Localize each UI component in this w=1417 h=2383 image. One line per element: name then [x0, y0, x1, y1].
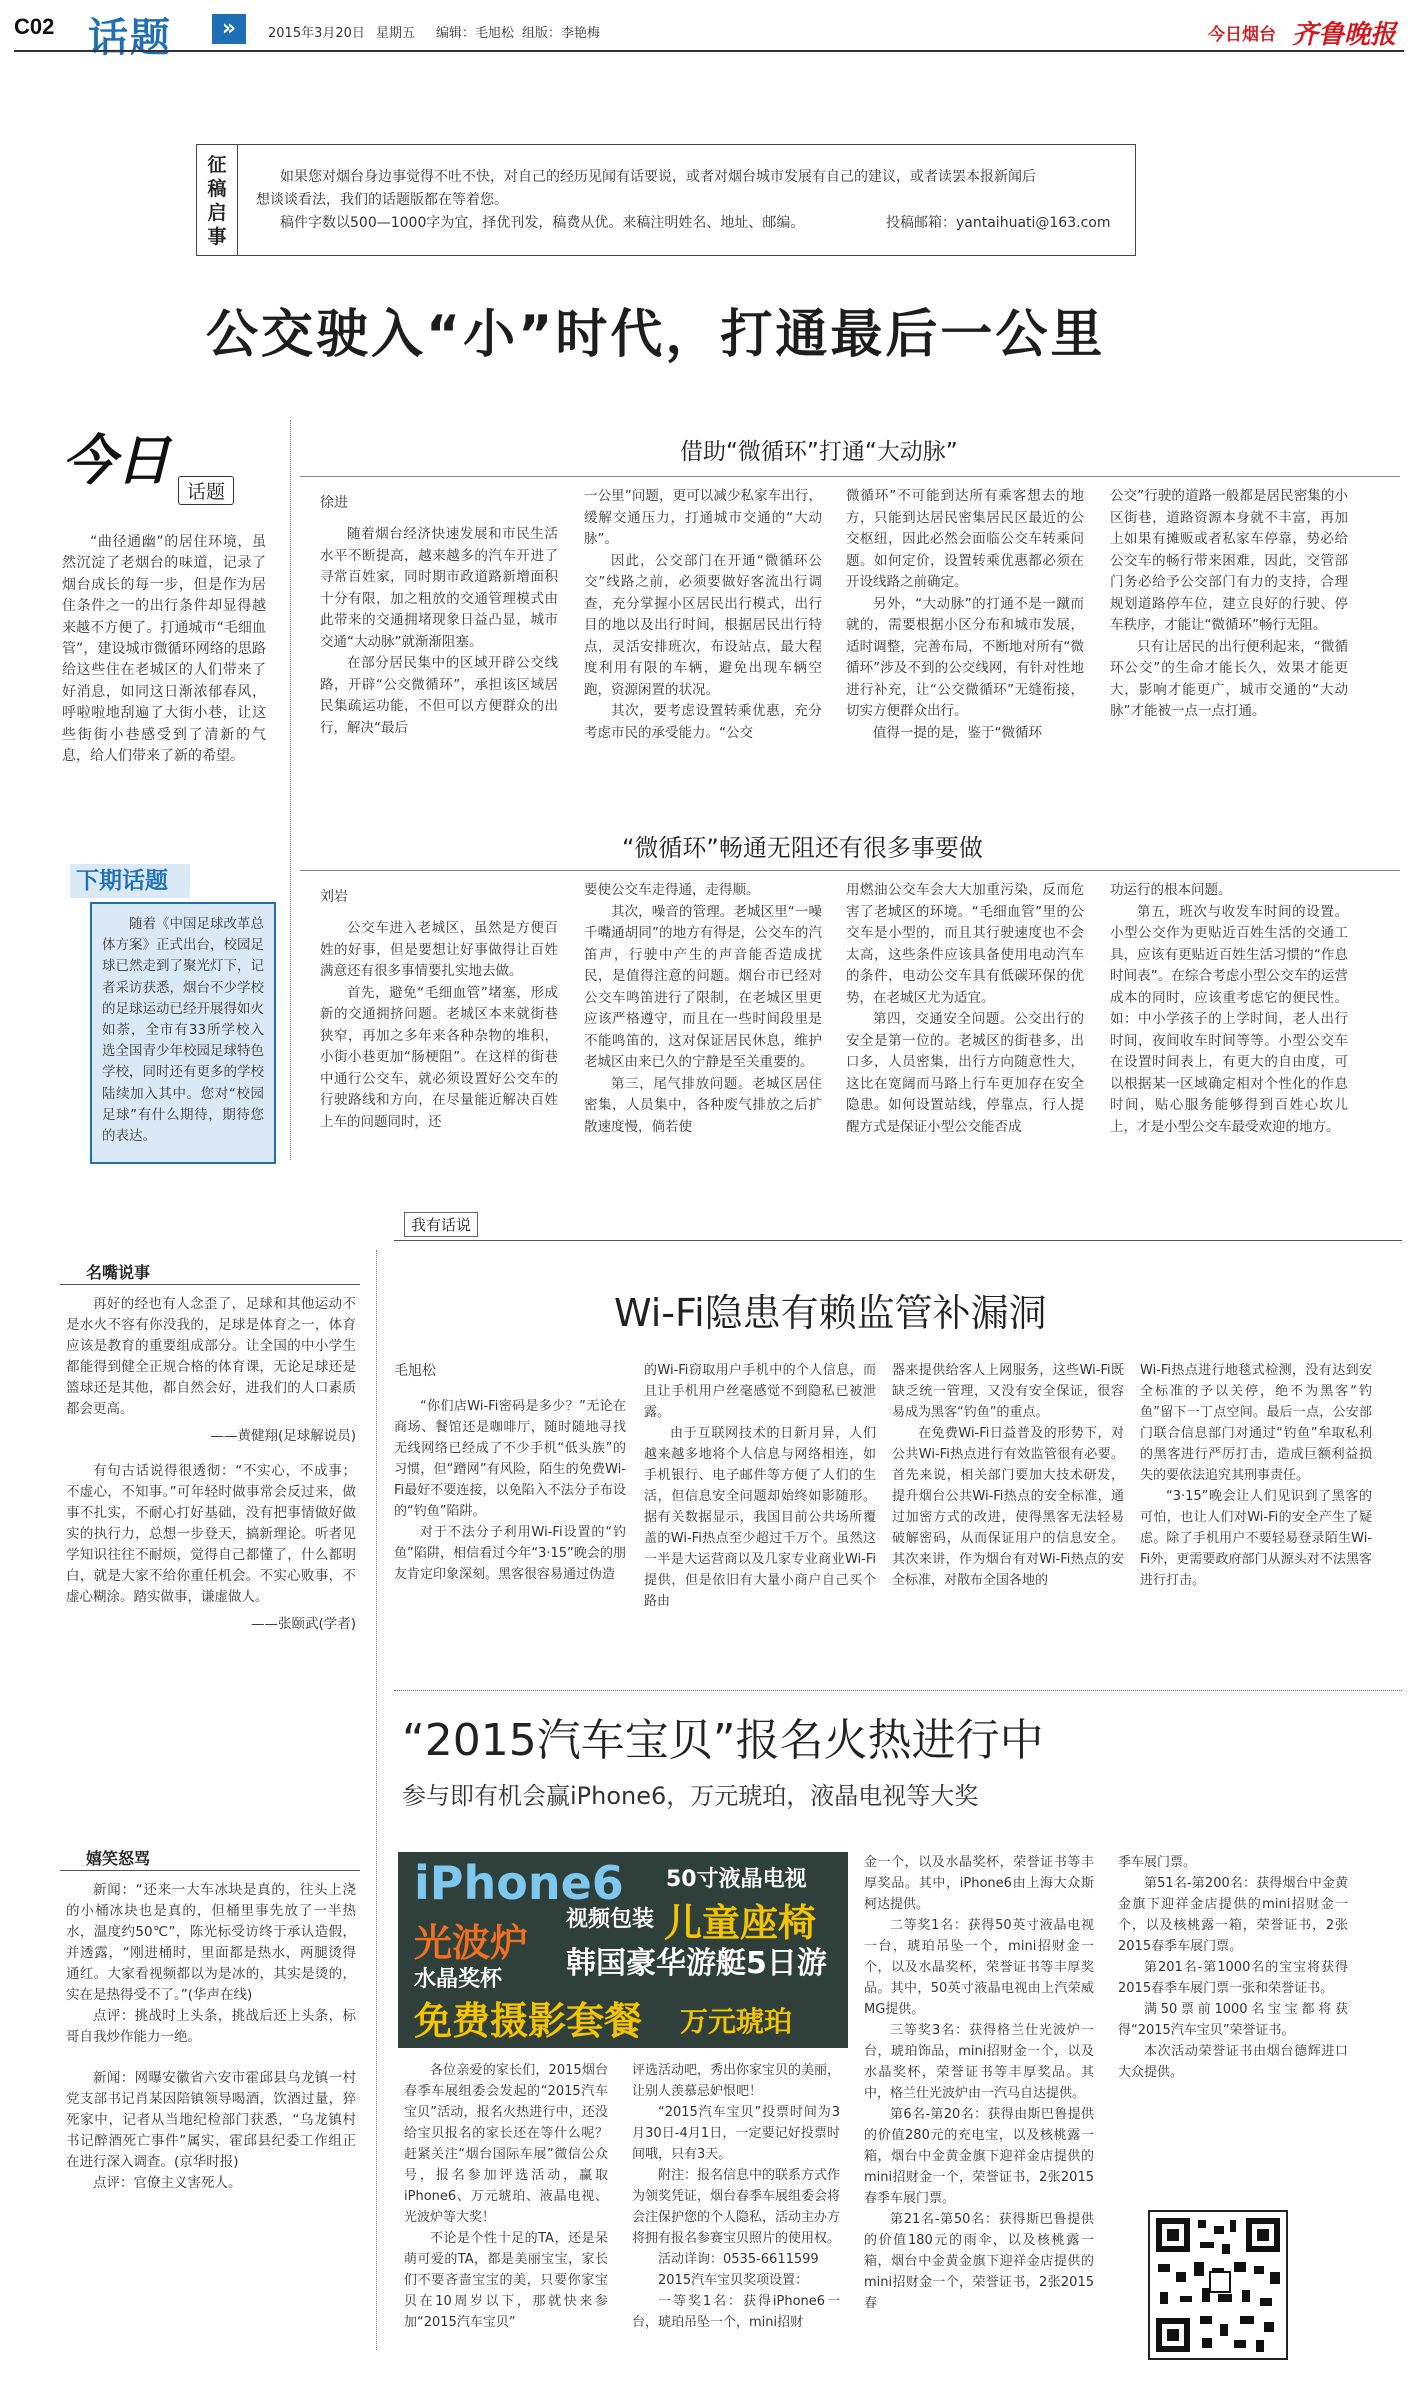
main-title: 公交驶入“小”时代，打通最后一公里	[206, 305, 1106, 365]
article2-col2: 要使公交车走得通，走得顺。 其次，噪音的管理。老城区里“一噪千嘴通胡同”的地方有得是，公交车的汽笛声，行驶中产生的声音能否造成扰民，是值得注意的问题。烟台市已经对公交车鸣笛进行了限制，在老城区里更应该严格遵守，而且在一些时间段里是不能鸣笛的，这对保证居民休息，维护老城区由来已久的宁静是至关重要的。 第三，尾气排放问题。老城区居住密集，人员集中，各种废气排放之后扩散速度慢，倘若使	[584, 882, 822, 1135]
article1-col3: 微循环”不可能到达所有乘客想去的地方，只能到达居民密集居民区最近的公交枢纽，因此必然会面临公交车转乘问题。如何定价，设置转乘优惠都必须在开设线路之前确定。 另外，“大动脉”的打通不是一蹴而就的，需要根据小区分布和城市发展，适时调整，完善布局，不断地对所有“微循环”涉及不到的公交线网，有针对性地进行补充，让“公交微循环”无缝衔接，切实方便群众出行。 值得一提的是，鉴于“微循环	[846, 488, 1084, 741]
notice-label-char: 启	[207, 202, 227, 224]
article1-col4: 公交”行驶的道路一般都是居民密集的小区街巷，道路资源本身就不丰富，再加上如果有摊贩或者私家车停靠，势必给公交车的畅行带来困难，因此，交管部门务必给予公交部门有力的支持，合理规划道路停车位，建立良好的行驶、停车秩序，才能让“微循环”畅行无阻。 只有让居民的出行便利起来，“微循环公交”的生命才能长久，效果才能更大，影响才能更广，城市交通的“大动脉”才能被一点一点打通。	[1110, 488, 1348, 719]
promo-col2: 评选活动吧，秀出你家宝贝的美丽，让别人羡慕忌妒恨吧！ “2015汽车宝贝”投票时间为3月30日-4月1日，一定要记好投票时间哦，只有3天。 附注：报名信息中的联系方式作为领奖凭证，烟台春季车展组委会将会注保护您的个人隐私，活动主办方将拥有报名参赛宝贝照片的使用权。 活动详询：0535-6611599 2015汽车宝贝奖项设置： 一等奖1名：获得iPhone6一台，琥珀吊坠一个，mini招财	[632, 2063, 840, 2330]
famous-title: 名嘴说事	[86, 1263, 151, 1282]
today-topic-text: “曲径通幽”的居住环境，虽然沉淀了老烟台的味道，记录了烟台成长的每一步，但是作为居住条件之一的出行条件却显得越来越不方便了。打通城市“毛细血管”，建设城市微循环网络的思路给这些住在老城区的人们带来了好消息，如同这日渐浓郁春风，呼啦啦地刮遍了大街小巷，让这些街街小巷感受到了清新的气息，给人们带来了新的希望。	[62, 534, 266, 765]
promo-col4: 季车展门票。 第51名-第200名：获得烟台中金黄金旗下迎祥金店提供的mini招财金一个，以及核桃露一箱，荣誉证书，2张2015春季车展门票。 第201名-第1000名的宝宝将获得2015春季车展门票一张和荣誉证书。 满50票前1000名宝宝都将获得“2015汽车宝贝”荣誉证书。 本次活动荣誉证书由烟台德辉进口大众提供。	[1118, 1855, 1348, 2080]
banner-yacht: 韩国豪华游艇5日游	[566, 1946, 827, 1981]
qr-code-pattern	[1150, 2212, 1286, 2358]
notice-line-3: 稿件字数以500—1000字为宜，择优刊发，稿费从优。来稿注明姓名、地址、邮编。	[280, 215, 805, 231]
today-topic-logo	[62, 424, 262, 504]
chevron-icon: »	[212, 14, 246, 44]
promo-col3: 金一个，以及水晶奖杯，荣誉证书等丰厚奖品。其中，iPhone6由上海大众斯柯达提供。 二等奖1名：获得50英寸液晶电视一台，琥珀吊坠一个，mini招财金一个，以及水晶奖杯，荣誉证书等丰厚奖品。其中，50英寸液晶电视由上汽荣威MG提供。 三等奖3名：获得格兰仕光波炉一台，琥珀饰品，mini招财金一个，以及水晶奖杯，荣誉证书等丰厚奖品。其中，格兰仕光波炉由一汽马自达提供。 第6名-第20名：获得由斯巴鲁提供的价值280元的充电宝，以及核桃露一箱，烟台中金黄金旗下迎祥金店提供的mini招财金一个，荣誉证书，2张2015春季车展门票。 第21名-第50名：获得斯巴鲁提供的价值180元的雨伞，以及核桃露一箱，烟台中金黄金旗下迎祥金店提供的mini招财金一个，荣誉证书，2张2015春	[864, 1855, 1094, 2311]
article2-title: “微循环”畅通无阻还有很多事要做	[622, 834, 983, 862]
article2-col4: 功运行的根本问题。 第五，班次与收发车时间的设置。小型公交作为更贴近百姓生活的交通工具，应该有更贴近百姓生活习惯的“作息时间表”。在综合考虑小型公交车的运营成本的同时，应该重考虑它的便民性。如：中小学孩子的上学时间，老人出行时间，夜间收车时间等等。小型公交车在设置时间表上，有更大的自由度，可以根据某一区域确定相对个性化的作息时间，贴心服务能够得到百姓心坎儿上，才是小型公交车最受欢迎的地方。	[1110, 882, 1348, 1135]
banner-photo: 免费摄影套餐	[414, 1999, 643, 2043]
notice-label	[196, 144, 238, 256]
editor: 编辑：毛旭松	[436, 26, 515, 41]
banner-iphone: iPhone6	[414, 1856, 624, 1910]
article2-author: 刘岩	[320, 889, 348, 905]
column-divider	[376, 1250, 377, 2350]
header-rule	[14, 50, 1404, 52]
banner-amber: 万元琥珀	[680, 2005, 793, 2038]
banner-video: 视频包装	[566, 1907, 655, 1932]
article2-rule	[300, 870, 1400, 871]
article1-col1: 随着烟台经济快速发展和市民生活水平不断提高，越来越多的汽车开进了寻常百姓家，同时期市政道路新增面积十分有限，加之粗放的交通管理模式由此带来的交通拥堵现象日益凸显，城市交通“大动脉”就渐渐阻塞。 在部分居民集中的区域开辟公交线路，开辟“公交微循环”，承担该区域居民集疏运功能，不但可以方便群众的出行，解决“最后	[320, 526, 558, 736]
famous-rule	[60, 1284, 360, 1285]
notice-label-char: 稿	[207, 178, 227, 200]
qr-code[interactable]	[1148, 2210, 1288, 2360]
speak-label: 我有话说	[404, 1212, 478, 1237]
article3-col1: “你们店Wi-Fi密码是多少？”无论在商场、餐馆还是咖啡厅，随时随地寻找无线网络已经成了不少手机“低头族”的习惯，但“蹭网”有风险，陌生的免费Wi-Fi最好不要连接，以免陷入不法分子布设的“钓鱼”陷阱。 对于不法分子利用Wi-Fi设置的“钓鱼”陷阱，相信看过今年“3·15”晚会的朋友肯定印象深刻。黑客很容易通过伪造	[394, 1399, 626, 1582]
promo-subtitle: 参与即有机会赢iPhone6，万元琥珀，液晶电视等大奖	[402, 1782, 979, 1810]
notice-line-1: 如果您对烟台身边事觉得不吐不快，对自己的经历见闻有话要说，或者对烟台城市发展有自己的建议，或者读罢本报新闻后	[280, 169, 1036, 185]
laugh-body: 新闻：“还来一大车冰块是真的，往头上浇的小桶冰块也是真的，但桶里事先放了一半热水，温度约50℃”，陈光标受访终于承认造假，并透露，“刚进桶时，里面都是热水，两腿烫得通红。大家看视频都以为是冰的，其实是烫的，实在是热得受不了。”(华声在线) 点评：挑战时上头条，挑战后还上头条，标哥自我炒作能力一绝。 新闻：网曝安徽省六安市霍邱县乌龙镇一村党支部书记肖某因陪镇领导喝酒，饮酒过量，猝死家中，记者从当地纪检部门获悉，“乌龙镇村书记醉酒死亡事件”属实，霍邱县纪委工作组正在进行深入调查。(京华时报) 点评：官僚主义害死人。	[66, 1882, 356, 2191]
issue-weekday: 星期五	[376, 26, 416, 41]
notice-email: 投稿邮箱：yantaihuati@163.com	[886, 215, 1111, 231]
next-topic-text: 随着《中国足球改革总体方案》正式出台，校园足球已然走到了聚光灯下，记者采访获悉，烟台不少学校的足球运动已经开展得如火如荼，全市有33所学校入选全国青少年校园足球特色学校，同时还有更多的学校陆续加入其中。您对“校园足球”有什么期待，期待您的表达。	[102, 916, 264, 1145]
article2-col1: 公交车进入老城区，虽然是方便百姓的好事，但是要想让好事做得让百姓满意还有很多事情要扎实地去做。 首先，避免“毛细血管”堵塞，形成新的交通拥挤问题。老城区本来就街巷狭窄，再加之多年来各种杂物的堆积，小街小巷更加“肠梗阻”。在这样的街巷中通行公交车，就必须设置好公交车的行驶路线和方向，在尽量能近解决百姓上车的问题同时，还	[320, 920, 558, 1130]
promo-col1: 各位亲爱的家长们，2015烟台春季车展组委会发起的“2015汽车宝贝”活动，报名火热进行中，还没给宝贝报名的家长还在等什么呢？赶紧关注“烟台国际车展”微信公众号，报名参加评选活动，赢取iPhone6、万元琥珀、液晶电视、光波炉等大奖！ 不论是个性十足的TA，还是呆萌可爱的TA，都是美丽宝宝，家长们不要吝啬宝宝的美，只要你家宝贝在10周岁以下，那就快来参加“2015汽车宝贝”	[404, 2063, 608, 2330]
article3-col3: 器来提供给客人上网服务，这些Wi-Fi既缺乏统一管理，又没有安全保证，很容易成为黑客“钓鱼”的重点。 在免费Wi-Fi日益普及的形势下，对公共Wi-Fi热点进行有效监管很有必要。首先来说，相关部门要加大技术研发，提升烟台公共Wi-Fi热点的安全标准，通过加密方式的改进，使得黑客无法轻易破解密码，从而保证用户的信息安全。其次来讲，作为烟台有对Wi-Fi热点的安全标准，对散布全国各地的	[892, 1363, 1124, 1588]
article3-col4: Wi-Fi热点进行地毯式检测，没有达到安全标准的予以关停，绝不为黑客“钓鱼”留下一丁点空间。最后一点，公安部门联合信息部门对通过“钓鱼”牟取私利的黑客进行严厉打击，造成巨额利益损失的要依法追究其刑事责任。 “3·15”晚会让人们见识到了黑客的可怕，也让人们对Wi-Fi的安全产生了疑虑。除了手机用户不要轻易登录陌生Wi-Fi外，更需要政府部门从源头对不法黑客进行打击。	[1140, 1363, 1372, 1588]
promo-top-rule	[394, 1690, 1402, 1691]
promo-title: “2015汽车宝贝”报名火热进行中	[402, 1715, 1044, 1766]
banner-oven: 光波炉	[414, 1921, 529, 1965]
article3-author: 毛旭松	[394, 1363, 436, 1379]
article1-col2: 一公里”问题，更可以减少私家车出行，缓解交通压力，打通城市交通的“大动脉”。 因此，公交部门在开通“微循环公交”线路之前，必须要做好客流出行调查，充分掌握小区居民出行模式，出行目的地以及出行时间，根据居民出行特点，灵活安排班次，布设站点，最大程度利用有限的车辆，避免出现车辆空跑，资源闲置的状况。 其次，要考虑设置转乘优惠，充分考虑市民的承受能力。“公交	[584, 488, 822, 741]
notice-label-char: 征	[207, 154, 227, 176]
speak-rule	[394, 1240, 1402, 1241]
next-topic-box	[90, 902, 276, 1164]
promo-banner	[398, 1852, 848, 2048]
edition-name: 今日烟台	[1208, 25, 1276, 45]
famous-body: 再好的经也有人念歪了，足球和其他运动不是水火不容有你没我的，足球是体育之一，体育应该是教育的重要组成部分。让全国的中小学生都能得到健全正规合格的体育课，无论足球还是篮球还是其他，都自然会好，进我们的人口素质都会更高。 ——黄健翔(足球解说员) 有句古话说得很透彻：“不实心，不成事；不虚心，不知事。”可年轻时做事常会反过来，做事不扎实，不耐心打好基础，没有把事情做好做实的执行力，总想一步登天，搞新理论。听者见学知识往往不耐烦，觉得自己都懂了，什么都明白，就是大家不给你重任机会。不实心败事，不虚心糊涂。踏实做事，谦虚做人。 ——张颐武(学者)	[66, 1296, 356, 1632]
banner-tv: 50寸液晶电视	[666, 1867, 807, 1892]
paper-logo: 齐鲁晚报	[1292, 20, 1397, 50]
laugh-title: 嬉笑怒骂	[86, 1849, 151, 1868]
article1-author: 徐进	[320, 495, 348, 511]
article3-col2: 的Wi-Fi窃取用户手机中的个人信息，而且让手机用户丝毫感觉不到隐私已被泄露。 由于互联网技术的日新月异，人们越来越多地将个人信息与网络相连，如手机银行、电子邮件等方便了人们的生活，但信息安全问题却始终如影随形。据有关数据显示，我国目前公共场所覆盖的Wi-Fi热点至少超过千万个。虽然这一半是大运营商以及几家专业商业Wi-Fi提供，但是依旧有大量小商户自己买个路由	[644, 1363, 876, 1609]
issue-date: 2015年3月20日	[268, 26, 365, 41]
layout-editor: 组版：李艳梅	[522, 26, 601, 41]
article1-rule	[300, 476, 1400, 477]
article3-title: Wi-Fi隐患有赖监管补漏洞	[614, 1291, 1047, 1335]
notice-line-2: 想谈谈看法，我们的话题版都在等着您。	[256, 192, 508, 208]
section-title: 话题	[88, 15, 172, 61]
today-topic-logo-big: 今日	[62, 428, 170, 492]
article1-title: 借助“微循环”打通“大动脉”	[680, 439, 958, 465]
laugh-rule	[60, 1870, 360, 1871]
page-number: C02	[14, 14, 55, 39]
next-topic-title: 下期话题	[70, 864, 190, 898]
today-topic-logo-small: 话题	[178, 476, 234, 505]
column-divider	[290, 420, 291, 1160]
banner-trophy: 水晶奖杯	[414, 1967, 503, 1992]
article2-col3: 用燃油公交车会大大加重污染，反而危害了老城区的环境。“毛细血管”里的公交车是小型的，而且其行驶速度也不会太高，这些条件应该具备使用电动汽车的条件，电动公交车具有低碳环保的优势，在老城区尤为适宜。 第四，交通安全问题。公交出行的安全是第一位的。老城区的街巷多，出口多，人员密集，出行方向随意性大，这比在宽阔而马路上行车更加存在安全隐患。如何设置站线，停靠点，行人提醒方式是保证小型公交能否成	[846, 882, 1084, 1135]
notice-label-char: 事	[207, 226, 227, 248]
banner-seat: 儿童座椅	[664, 1901, 817, 1945]
